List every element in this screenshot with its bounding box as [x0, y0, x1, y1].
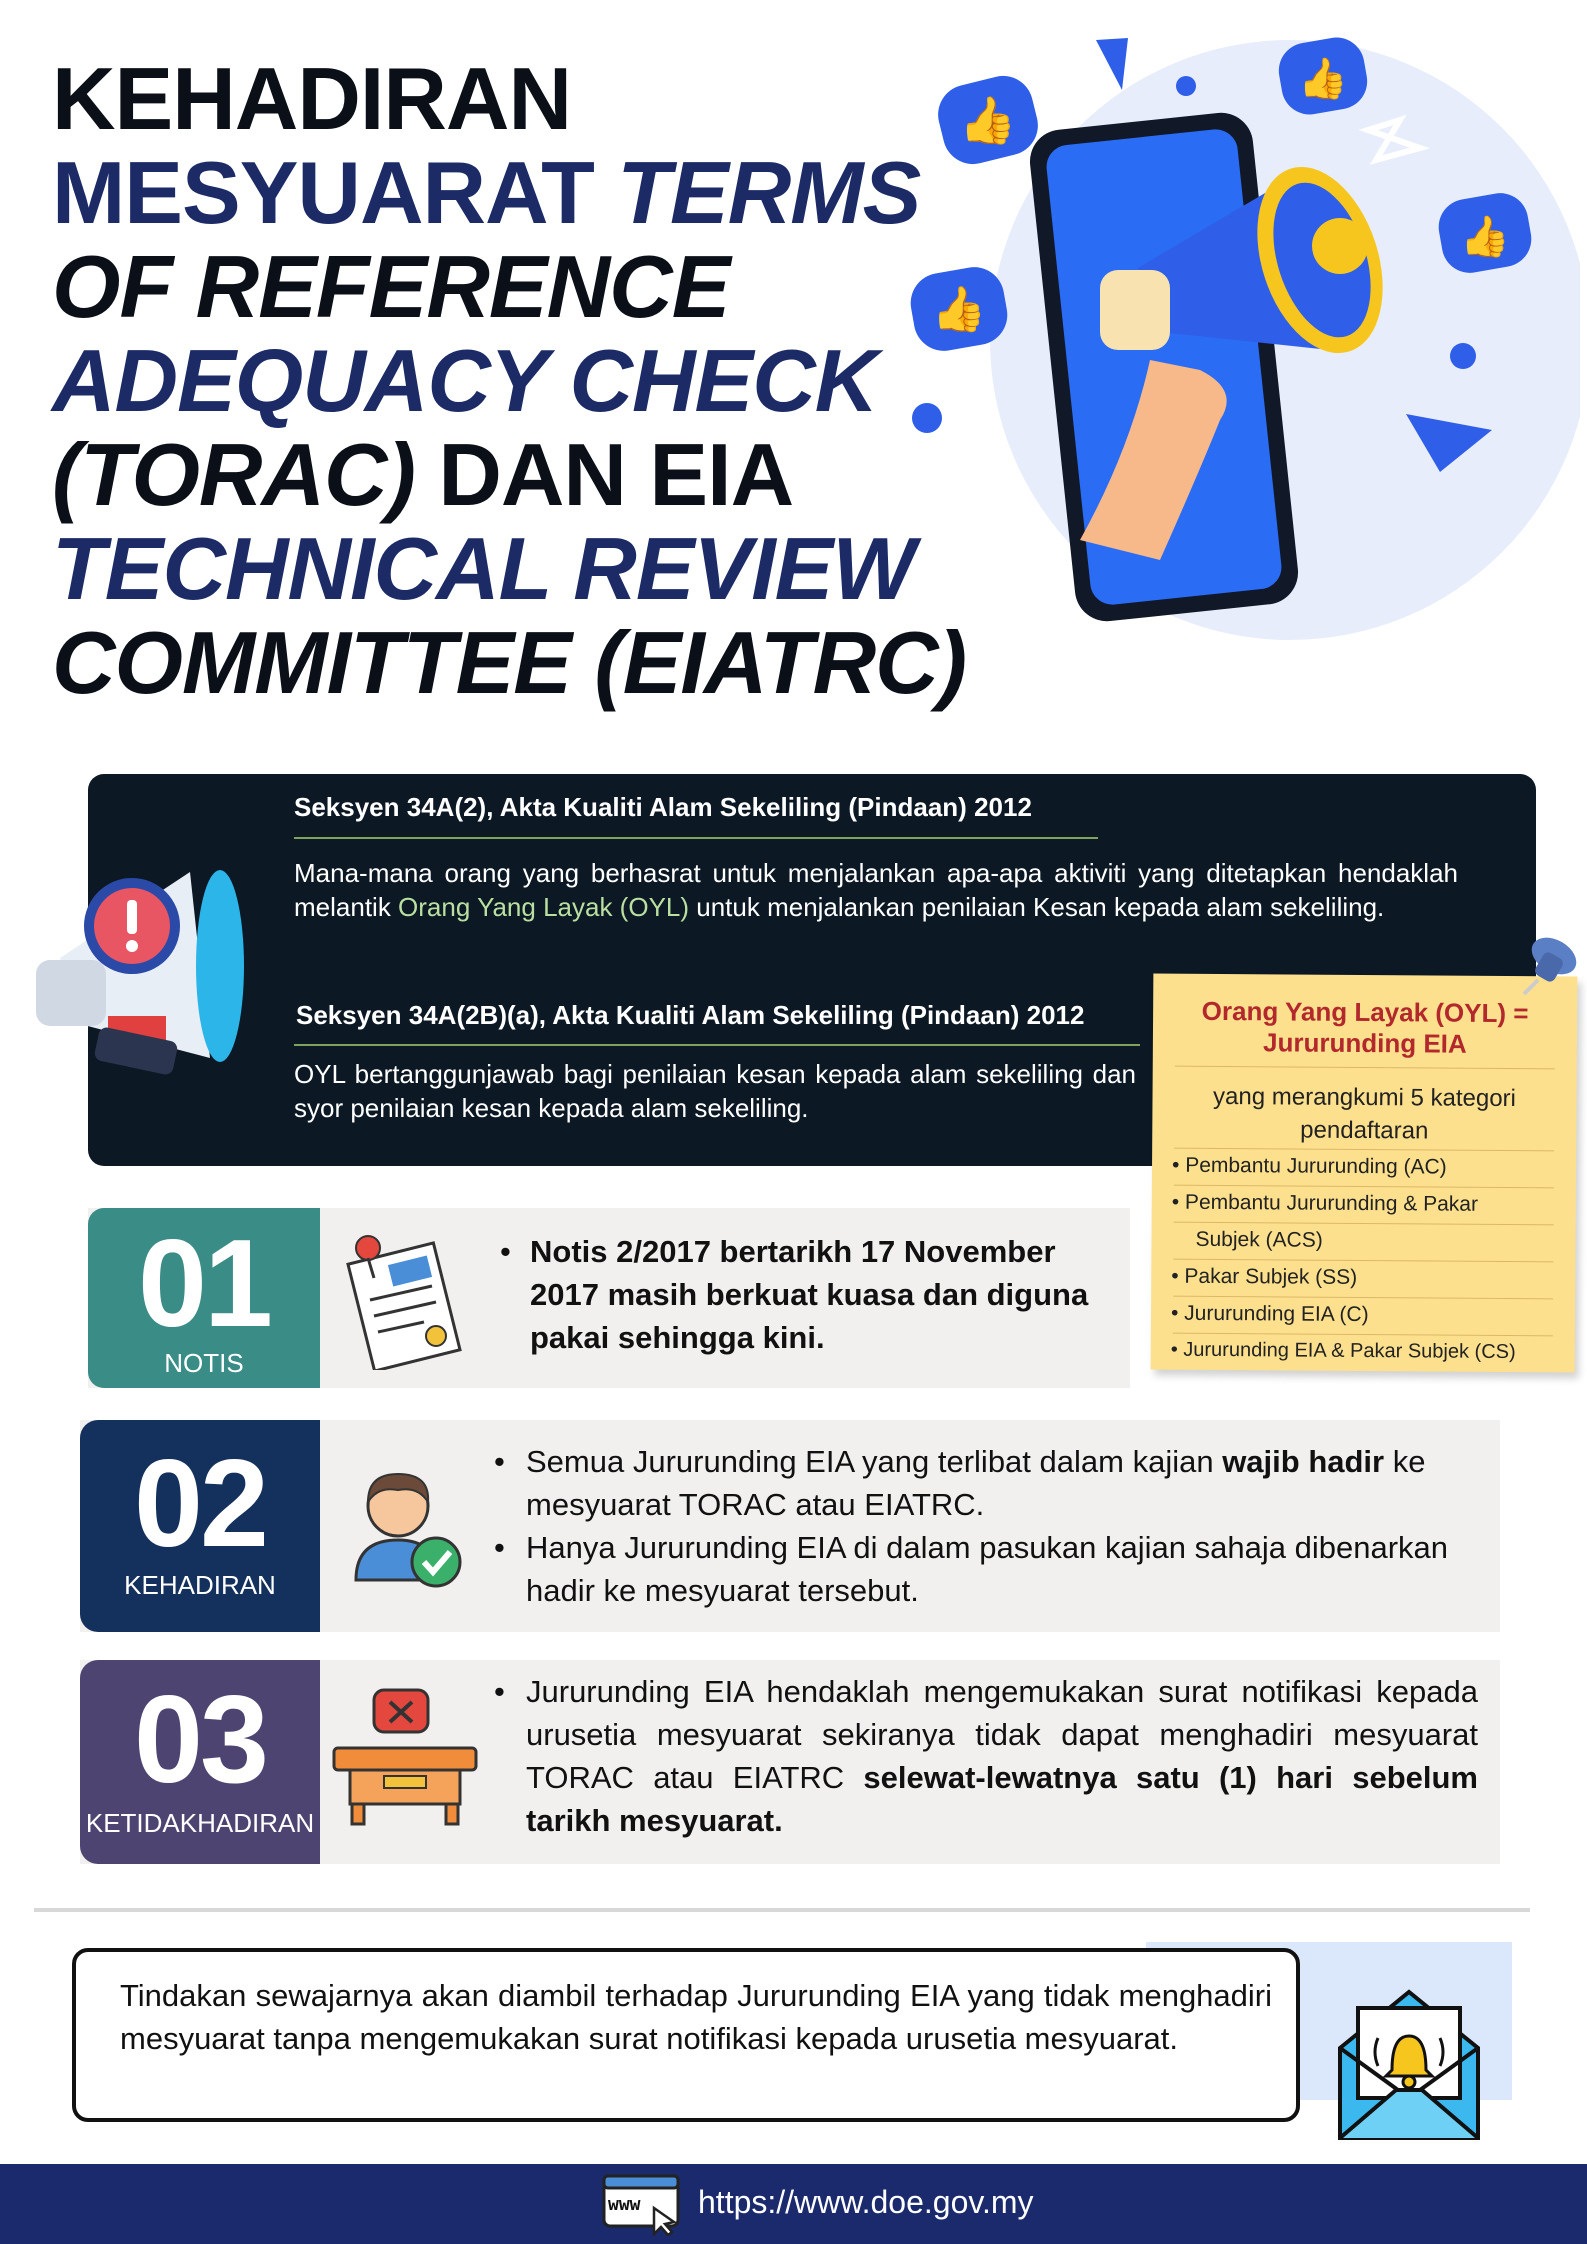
website-link[interactable]: https://www.doe.gov.my — [698, 2184, 1034, 2220]
section-02-badge — [80, 1420, 320, 1632]
megaphone-phone-illustration — [900, 20, 1580, 660]
section-number: 02 — [134, 1435, 266, 1573]
list-item: • Jururunding EIA (C) — [1170, 1301, 1369, 1327]
section-label: NOTIS — [164, 1348, 244, 1378]
divider — [294, 837, 1098, 839]
svg-text:👍: 👍 — [959, 93, 1017, 147]
section-02-bullet-1: • Semua Jururunding EIA yang terlibat dalam kajian wajib hadir ke mesyuarat TORAC atau EIATRC. — [494, 1444, 1426, 1522]
page-title — [52, 49, 1012, 712]
section-label: KETIDAKHADIRAN — [85, 1808, 315, 1838]
divider — [1174, 1185, 1554, 1189]
notice-box — [72, 1948, 1300, 2122]
svg-text:👍: 👍 — [1298, 56, 1348, 102]
section-34a2-body: Mana-mana orang yang berhasrat untuk menjalankan apa-apa aktiviti yang ditetapkan hendaklah melantik Orang Yang Layak (OYL) untuk menjalankan penilaian Kesan kepada alam sekeliling. — [294, 858, 1458, 922]
divider — [1174, 1148, 1554, 1152]
divider — [34, 1908, 1530, 1912]
section-34a2b-body: OYL bertanggunjawab bagi penilaian kesan kepada alam sekeliling dan syor penilaian kesan kepada alam sekeliling. — [294, 1059, 1136, 1123]
section-03-text: • Jururunding EIA hendaklah mengemukakan surat notifikasi kepada urusetia mesyuarat sekiranya tidak dapat menghadiri mesyuarat TORAC atau EIATRC selewat-lewatnya satu (1) hari sebelum tarikh mesyuarat. — [494, 1674, 1478, 1838]
notice-text: Tindakan sewajarnya akan diambil terhadap Jururunding EIA yang tidak menghadiri mesyuarat tanpa mengemukakan surat notifikasi kepada urusetia mesyuarat. — [120, 1978, 1272, 2056]
section-label: KEHADIRAN — [124, 1570, 276, 1600]
note-title: Orang Yang Layak (OYL) = Jururunding EIA — [1201, 995, 1529, 1059]
title-line-7: COMMITTEE (EIATRC) — [52, 613, 967, 712]
section-01-badge — [88, 1208, 320, 1388]
oyl-sticky-note — [1151, 974, 1578, 1373]
alert-megaphone-icon — [20, 848, 260, 1088]
divider — [294, 1044, 1140, 1046]
divider — [1173, 1259, 1553, 1263]
section-34a2b-title: Seksyen 34A(2B)(a), Akta Kualiti Alam Sekeliling (Pindaan) 2012 — [296, 1000, 1085, 1030]
list-item: • Pembantu Jururunding & Pakar — [1171, 1190, 1479, 1216]
section-02-bullet-2: • Hanya Jururunding EIA di dalam pasukan kajian sahaja dibenarkan hadir ke mesyuarat tersebut. — [494, 1530, 1448, 1608]
list-item: • Pakar Subjek (SS) — [1171, 1264, 1358, 1289]
list-item: • Jururunding EIA & Pakar Subjek (CS) — [1170, 1338, 1516, 1364]
list-item: Subjek (ACS) — [1195, 1227, 1323, 1252]
browser-cursor-icon — [600, 2172, 682, 2236]
desk-cancel-icon — [330, 1688, 480, 1828]
section-01-text: • Notis 2/2017 bertarikh 17 November 2017 masih berkuat kuasa dan diguna pakai sehingga kini. — [500, 1234, 1089, 1355]
pin-icon — [1516, 928, 1586, 998]
section-number: 03 — [134, 1671, 266, 1809]
divider — [1173, 1296, 1553, 1300]
list-item: • Pembantu Jururunding (AC) — [1171, 1153, 1447, 1179]
section-number: 01 — [138, 1215, 270, 1353]
divider — [1175, 1066, 1555, 1070]
divider — [1173, 1333, 1553, 1337]
document-icon — [340, 1230, 470, 1370]
note-subtitle: yang merangkumi 5 kategori pendaftaran — [1213, 1082, 1517, 1145]
title-line-6: TECHNICAL REVIEW — [52, 519, 915, 618]
user-check-icon — [338, 1462, 468, 1592]
envelope-bell-icon — [1334, 1978, 1484, 2144]
title-line-1: KEHADIRAN — [52, 49, 571, 148]
divider — [1174, 1222, 1554, 1226]
title-line-4: ADEQUACY CHECK — [52, 331, 878, 430]
title-line-3: OF REFERENCE — [52, 237, 730, 336]
svg-text:👍: 👍 — [931, 284, 987, 335]
title-line-5: (TORAC) DAN EIA — [52, 425, 794, 524]
thumbs-up-icon — [932, 70, 1045, 171]
title-line-2: MESYUARAT TERMS — [52, 143, 921, 242]
section-03-badge — [80, 1660, 320, 1864]
www-label: www — [608, 2194, 641, 2215]
section-34a2-title: Seksyen 34A(2), Akta Kualiti Alam Sekeliling (Pindaan) 2012 — [294, 792, 1032, 822]
svg-text:👍: 👍 — [1460, 214, 1510, 260]
